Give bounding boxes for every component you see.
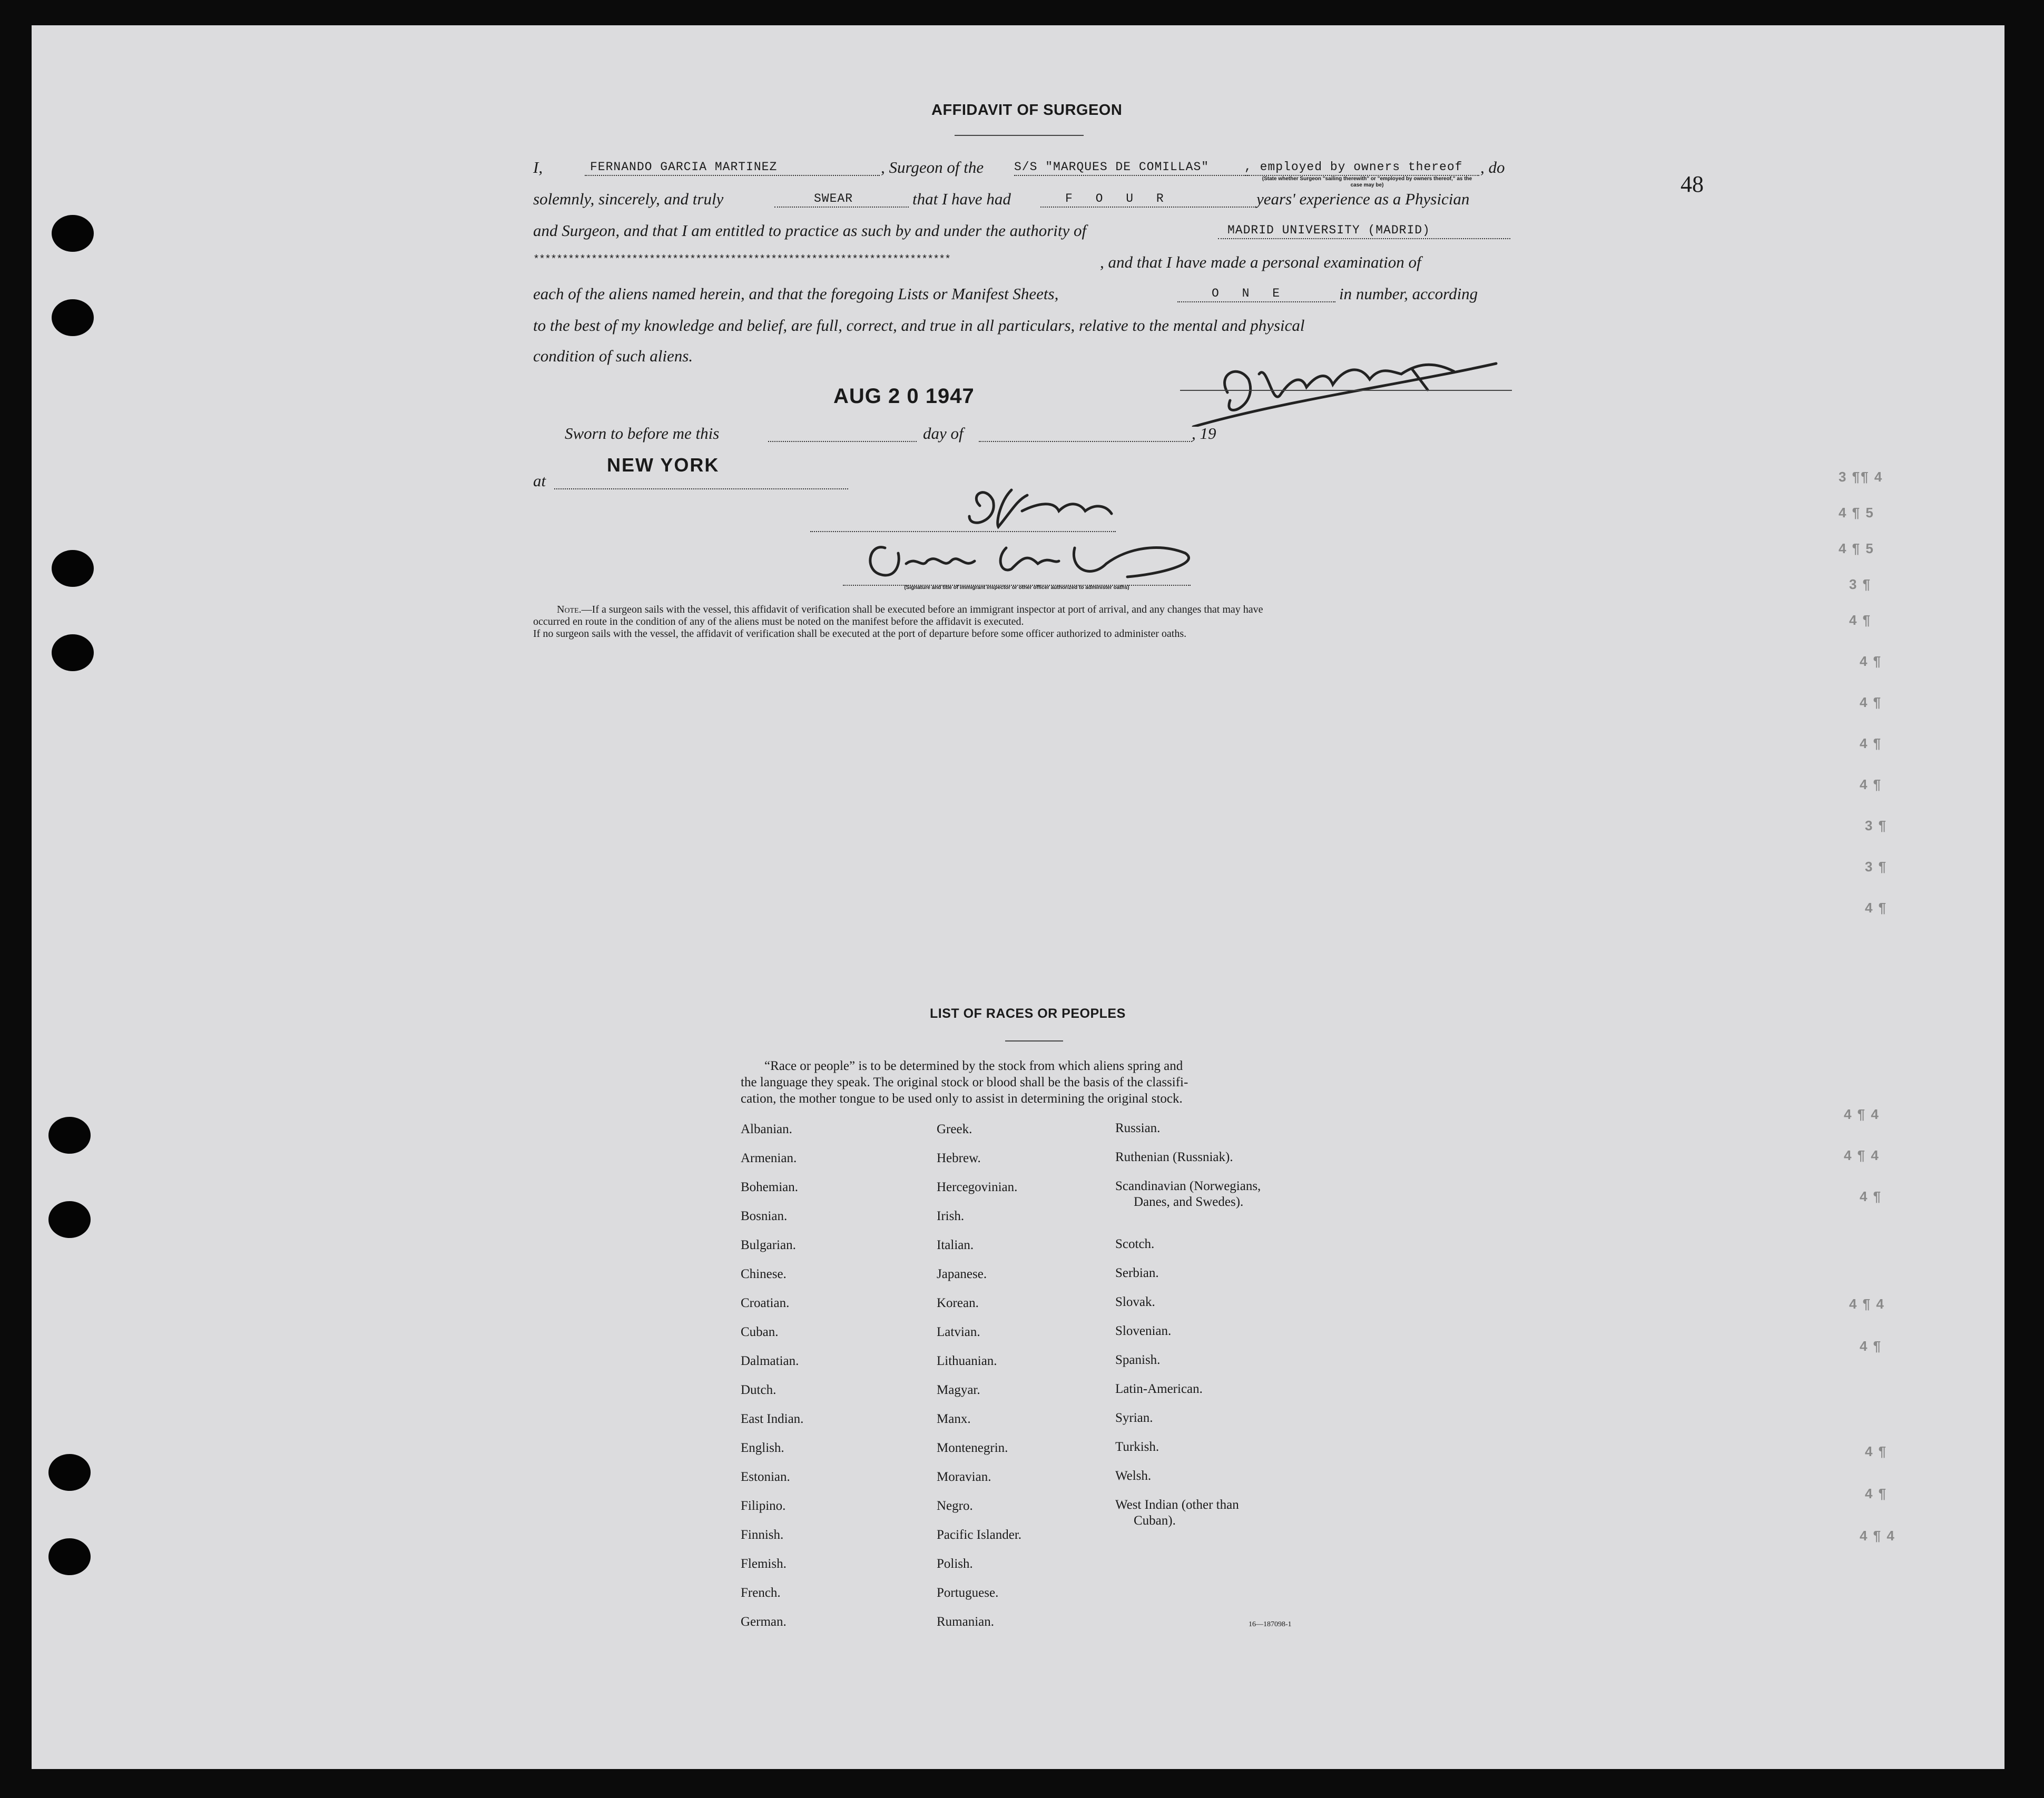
margin-mark: 4 ¶: [1865, 900, 1888, 916]
margin-mark: 4 ¶ 4: [1860, 1528, 1895, 1544]
text-sworn: Sworn to before me this: [565, 424, 720, 443]
punch-hole: [52, 215, 94, 252]
race-item: Italian.: [937, 1238, 974, 1252]
races-intro: [741, 1058, 1299, 1107]
oath-word: SWEAR: [814, 192, 853, 205]
race-item: Moravian.: [937, 1470, 991, 1484]
race-item-continued: Danes, and Swedes).: [1134, 1195, 1244, 1209]
races-title: LIST OF RACES OR PEOPLES: [930, 1006, 1126, 1021]
race-item: Turkish.: [1115, 1440, 1159, 1454]
race-item: Scandinavian (Norwegians,: [1115, 1179, 1261, 1193]
race-item: Armenian.: [741, 1151, 797, 1165]
margin-mark: 3 ¶: [1865, 859, 1888, 875]
race-item: Filipino.: [741, 1499, 786, 1513]
race-item: Flemish.: [741, 1557, 787, 1571]
race-item: Spanish.: [1115, 1353, 1161, 1367]
race-item: Lithuanian.: [937, 1354, 997, 1368]
margin-mark: 4 ¶: [1865, 1486, 1888, 1501]
race-item: Latvian.: [937, 1325, 980, 1339]
race-item: Japanese.: [937, 1267, 987, 1281]
text-condition: condition of such aliens.: [533, 347, 693, 365]
text-year-19: , 19: [1192, 424, 1216, 443]
race-item: French.: [741, 1586, 781, 1600]
sworn-month-line: [979, 427, 1192, 442]
sworn-day-line: [768, 427, 917, 442]
race-item: Chinese.: [741, 1267, 787, 1281]
race-item: Manx.: [937, 1412, 971, 1426]
race-item: Estonian.: [741, 1470, 790, 1484]
margin-mark: 4 ¶: [1860, 1188, 1882, 1204]
text-that-i-have-had: that I have had: [912, 190, 1011, 208]
race-item: Slovenian.: [1115, 1324, 1172, 1338]
race-item: Magyar.: [937, 1383, 980, 1397]
punch-hole: [52, 550, 94, 587]
margin-mark: 4 ¶: [1849, 612, 1872, 628]
race-item: Bohemian.: [741, 1180, 799, 1194]
race-item: Bosnian.: [741, 1209, 788, 1223]
race-item: East Indian.: [741, 1412, 804, 1426]
race-item: Greek.: [937, 1122, 972, 1136]
note-text-1: —If a surgeon sails with the vessel, this affidavit of verification shall be executed before an immigrant inspector at port of arrival, and any changes that may have: [581, 604, 1263, 615]
race-item: German.: [741, 1615, 787, 1629]
surgeon-name: FERNANDO GARCIA MARTINEZ: [590, 160, 778, 174]
note-block: [533, 604, 1513, 640]
text-at: at: [533, 471, 546, 490]
text-each-of-the-aliens: each of the aliens named herein, and that the foregoing Lists or Manifest Sheets,: [533, 284, 1059, 303]
race-item: Korean.: [937, 1296, 979, 1310]
officer-caption: (Signature and title of immigrant inspector or other officer authorized to administer oaths): [904, 585, 1129, 591]
text-and-surgeon: and Surgeon, and that I am entitled to practice as such by and under the authority of: [533, 221, 1087, 240]
race-item: Dalmatian.: [741, 1354, 799, 1368]
note-line-1: [533, 604, 1513, 616]
race-item: Finnish.: [741, 1528, 784, 1542]
sheets-count: O N E: [1212, 287, 1281, 300]
margin-mark: 4 ¶ 4: [1844, 1106, 1880, 1122]
text-i: I,: [533, 158, 543, 176]
race-item: Cuban.: [741, 1325, 779, 1339]
punch-hole: [48, 1117, 91, 1154]
place-line: [554, 475, 848, 489]
margin-mark: 3 ¶¶ 4: [1839, 469, 1883, 485]
text-personal-examination: , and that I have made a personal examination of: [1100, 253, 1421, 271]
race-item: Croatian.: [741, 1296, 790, 1310]
title-underline: [955, 135, 1084, 136]
race-item: Serbian.: [1115, 1266, 1159, 1280]
note-line-2: occurred en route in the condition of any of the aliens must be noted on the manifest before the affidavit is executed.: [533, 616, 1024, 627]
punch-hole: [48, 1201, 91, 1238]
page-number: 48: [1681, 171, 1704, 197]
filler-asterisks: ************************************************************************: [533, 254, 951, 266]
margin-mark: 4 ¶: [1860, 777, 1882, 792]
text-best-of-knowledge: to the best of my knowledge and belief, are full, correct, and true in all particulars, relative to the mental and physical: [533, 316, 1305, 335]
margin-mark: 4 ¶: [1860, 694, 1882, 710]
surgeon-signature: [1180, 342, 1517, 427]
years-experience: F O U R: [1065, 192, 1164, 205]
place-stamp: NEW YORK: [607, 454, 720, 476]
race-item: Syrian.: [1115, 1411, 1153, 1425]
text-day-of: day of: [923, 424, 964, 443]
margin-mark: 4 ¶: [1860, 735, 1882, 751]
form-code: 16—187098-1: [1249, 1620, 1292, 1628]
race-item: Rumanian.: [937, 1615, 995, 1629]
race-item: Slovak.: [1115, 1295, 1155, 1309]
race-item: Ruthenian (Russniak).: [1115, 1150, 1233, 1164]
text-years-experience: years' experience as a Physician: [1256, 190, 1470, 208]
race-item: Negro.: [937, 1499, 973, 1513]
race-item: Albanian.: [741, 1122, 792, 1136]
race-item: Montenegrin.: [937, 1441, 1008, 1455]
race-item: Hercegovinian.: [937, 1180, 1018, 1194]
margin-mark: 3 ¶: [1849, 576, 1872, 592]
race-item: Pacific Islander.: [937, 1528, 1022, 1542]
text-in-number: in number, according: [1339, 284, 1478, 303]
text-solemnly: solemnly, sincerely, and truly: [533, 190, 724, 208]
officer-signature-line: [810, 517, 1116, 532]
punch-hole: [52, 634, 94, 671]
punch-hole: [48, 1538, 91, 1575]
race-item: West Indian (other than: [1115, 1498, 1239, 1512]
date-stamp: AUG 2 0 1947: [833, 385, 975, 408]
race-item: Hebrew.: [937, 1151, 981, 1165]
employment-instruction: (State whether Surgeon "sailing therewith" or "employed by owners thereof," as the case may be): [1262, 176, 1472, 188]
race-item: Bulgarian.: [741, 1238, 796, 1252]
affidavit-title: AFFIDAVIT OF SURGEON: [931, 102, 1123, 119]
race-item: Scotch.: [1115, 1237, 1155, 1251]
race-item: Latin-American.: [1115, 1382, 1203, 1396]
margin-mark: 4 ¶: [1865, 1443, 1888, 1459]
race-item: Portuguese.: [937, 1586, 999, 1600]
text-surgeon-of: , Surgeon of the: [881, 158, 984, 176]
intro-line-3: cation, the mother tongue to be used only to assist in determining the original stock.: [741, 1092, 1183, 1106]
race-item: Welsh.: [1115, 1469, 1152, 1483]
note-label: Note.: [557, 604, 582, 615]
text-do: , do: [1480, 158, 1505, 176]
margin-mark: 4 ¶ 4: [1844, 1147, 1880, 1163]
race-item: English.: [741, 1441, 784, 1455]
ship-name: S/S "MARQUES DE COMILLAS": [1014, 160, 1210, 174]
punch-hole: [48, 1454, 91, 1491]
race-item: Russian.: [1115, 1121, 1161, 1135]
margin-mark: 4 ¶ 5: [1839, 505, 1874, 520]
race-item: Polish.: [937, 1557, 973, 1571]
margin-mark: 4 ¶: [1860, 653, 1882, 669]
margin-mark: 3 ¶: [1865, 818, 1888, 833]
race-item-continued: Cuban).: [1134, 1514, 1176, 1528]
note-line-3: If no surgeon sails with the vessel, the affidavit of verification shall be executed at the port of departure before some officer authorized to administer oaths.: [533, 628, 1187, 640]
race-item: Dutch.: [741, 1383, 777, 1397]
intro-line-2: the language they speak. The original stock or blood shall be the basis of the classifi-: [741, 1075, 1188, 1089]
margin-mark: 4 ¶: [1860, 1338, 1882, 1354]
licensing-authority: MADRID UNIVERSITY (MADRID): [1227, 223, 1430, 237]
race-item: Irish.: [937, 1209, 965, 1223]
officer-title-line: [843, 571, 1191, 586]
margin-mark: 4 ¶ 5: [1839, 541, 1874, 556]
employment-status: , employed by owners thereof: [1244, 160, 1463, 174]
margin-mark: 4 ¶ 4: [1849, 1296, 1885, 1312]
surgeon-signature-line: [1180, 390, 1512, 391]
punch-hole: [52, 299, 94, 336]
intro-line-1: “Race or people” is to be determined by the stock from which aliens spring and: [764, 1059, 1183, 1073]
races-title-underline: [1005, 1040, 1063, 1042]
